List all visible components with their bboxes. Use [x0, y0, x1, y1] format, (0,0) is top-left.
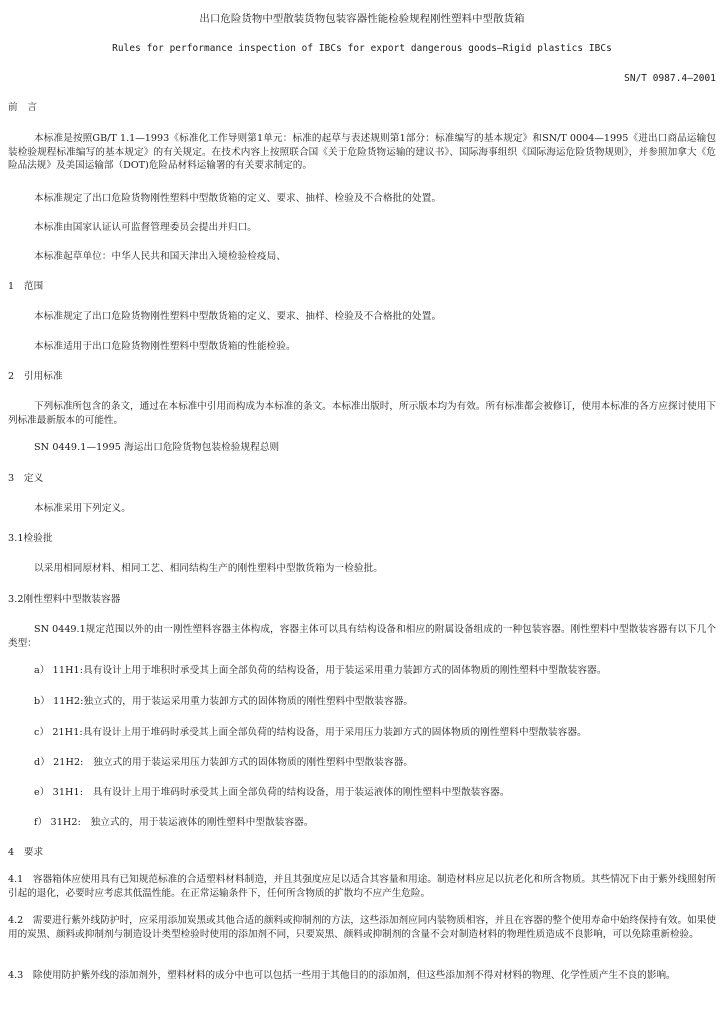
- section-1-heading: 1 范围: [8, 281, 44, 292]
- list-item-c: c） 21H1:具有设计上用于堆码时承受其上面全部负荷的结构设备，用于采用压力装卸方式的固体物质的刚性塑料中型散装容器。: [34, 727, 587, 738]
- title-chinese: 出口危险货物中型散装货物包装容器性能检验规程刚性塑料中型散货箱: [199, 13, 525, 25]
- section-3-2-paragraph: SN 0449.1规定范围以外的由一刚性塑料容器主体构成，容器主体可以具有结构设备和相应的附属设备组成的一种包装容器。刚性塑料中型散装容器有以下几个类型：: [8, 624, 716, 649]
- section-1-paragraph-1: 本标准规定了出口危险货物刚性塑料中型散货箱的定义、要求、抽样、检验及不合格批的处置。: [34, 311, 442, 322]
- section-1-paragraph-2: 本标准适用于出口危险货物刚性塑料中型散货箱的性能检验。: [34, 341, 296, 352]
- list-item-f: f） 31H2: 独立式的，用于装运液体的刚性塑料中型散装容器。: [34, 817, 314, 828]
- section-4-3-paragraph: 4.3 除使用防护紫外线的添加剂外，塑料材料的成分中也可以包括一些用于其他目的的添加剂，但这些添加剂不得对材料的物理、化学性质产生不良的影响。: [8, 970, 676, 981]
- list-item-a: a） 11H1:具有设计上用于堆积时承受其上面全部负荷的结构设备，用于装运采用重力装卸方式的固体物质的刚性塑料中型散装容器。: [34, 665, 607, 676]
- foreword-heading: 前 言: [8, 102, 38, 113]
- section-3-paragraph-1: 本标准采用下列定义。: [34, 503, 131, 514]
- list-item-d: d） 21H2: 独立式的用于装运采用压力装卸方式的固体物质的刚性塑料中型散装容器。: [34, 757, 414, 768]
- section-3-1-paragraph: 以采用相同原材料、相同工艺、相同结构生产的刚性塑料中型散货箱为一检验批。: [34, 563, 383, 574]
- section-2-reference: SN 0449.1—1995 海运出口危险货物包装检验规程总则: [34, 442, 280, 453]
- section-3-1-heading: 3.1检验批: [8, 533, 53, 544]
- section-3-2-heading: 3.2刚性塑料中型散装容器: [8, 594, 121, 605]
- foreword-paragraph-4: 本标准起草单位：中华人民共和国天津出入境检验检疫局、: [34, 251, 287, 262]
- section-4-heading: 4 要求: [8, 847, 44, 858]
- section-3-heading: 3 定义: [8, 473, 44, 484]
- foreword-paragraph-3: 本标准由国家认证认可监督管理委员会提出并归口。: [34, 222, 257, 233]
- foreword-paragraph-1: 本标准是按照GB/T 1.1—1993《标准化工作导则第1单元：标准的起草与表述规则第1部分：标准编写的基本规定》和SN/T 0004—1995《进出口商品运输包装检验规程标准编写的基本规定》的有关规定。在技术内容上按照联合国《关于危险货物运输的建议书》、国际海事组织《国际海运危险货物规则》，并参照加拿大《危险品法规》及美国运输部（DOT)危险品材料运输署的有关要求制定的。: [8, 133, 716, 172]
- section-2-heading: 2 引用标准: [8, 371, 63, 382]
- section-4-1-paragraph: 4.1 容器箱体应使用具有已知规范标准的合适塑料材料制造，并且其强度应足以适合其容量和用途。制造材料应足以抗老化和所含物质。其些情况下由于紫外线照射所引起的退化，必要时应考虑其低温性能。在正常运输条件下，任何所含物质的扩散均不应产生危险。: [8, 874, 716, 899]
- standard-number: SN/T 0987.4—2001: [624, 73, 716, 84]
- foreword-paragraph-2: 本标准规定了出口危险货物刚性塑料中型散货箱的定义、要求、抽样、检验及不合格批的处置。: [34, 193, 442, 204]
- section-4-2-paragraph: 4.2 需要进行紫外线防护时，应采用添加炭黑或其他合适的颜料或抑制剂的方法，这些添加剂应同内装物质相容，并且在容器的整个使用寿命中始终保持有效。如果使用的炭黑、颜料或抑制剂与制造设计类型检验时使用的添加剂不同，只要炭黑、颜料或抑制剂的含量不会对制造材料的物理性质造成不良影响，可以免除重新检验。: [8, 915, 716, 940]
- list-item-b: b） 11H2:独立式的，用于装运采用重力装卸方式的固体物质的刚性塑料中型散装容器。: [34, 696, 414, 707]
- list-item-e: e） 31H1: 具有设计上用于堆码时承受其上面全部负荷的结构设备，用于装运液体的刚性塑料中型散装容器。: [34, 787, 510, 798]
- title-english: Rules for performance inspection of IBCs for export dangerous goods—Rigid plastics IBCs: [112, 43, 612, 54]
- section-2-paragraph-1: 下列标准所包含的条文，通过在本标准中引用而构成为本标准的条文。本标准出版时，所示版本均为有效。所有标准都会被修订，使用本标准的各方应探讨使用下列标准最新版本的可能性。: [8, 401, 716, 426]
